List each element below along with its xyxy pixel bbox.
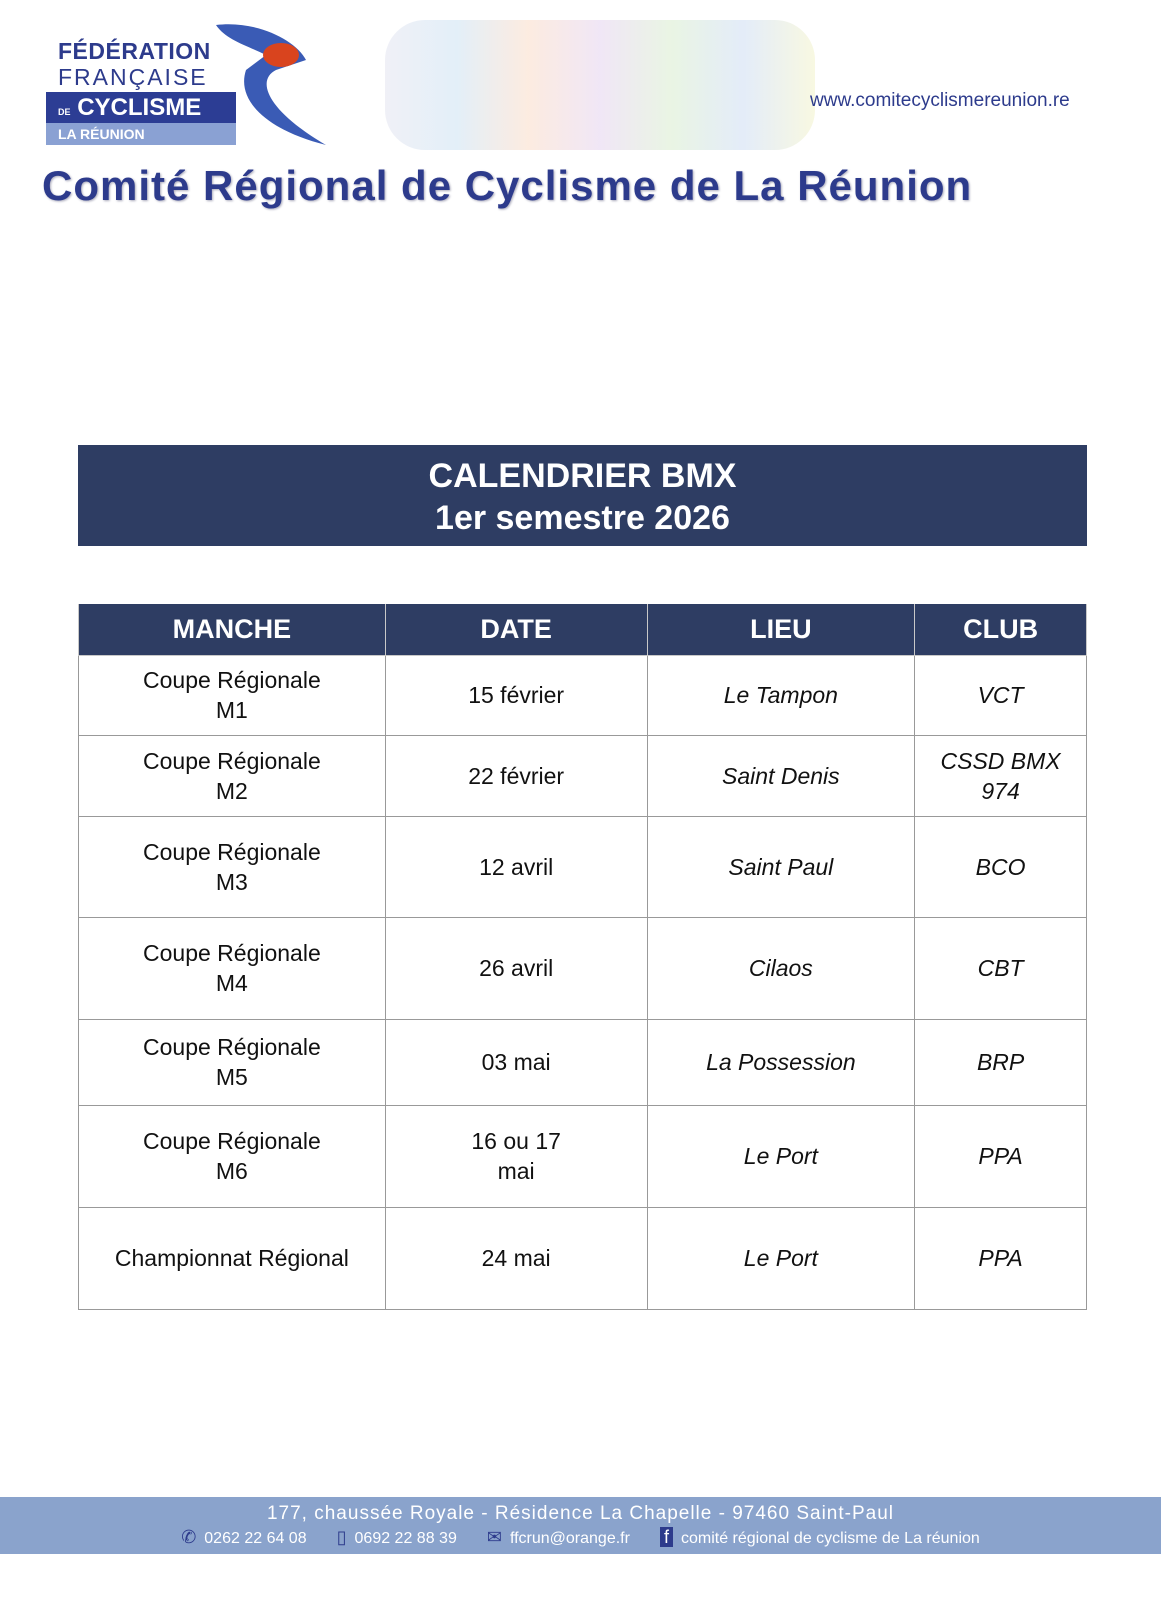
organization-title: Comité Régional de Cyclisme de La Réunion (42, 162, 973, 209)
subtitle-line: 1er semestre 2026 (435, 499, 730, 537)
table-row (79, 917, 1087, 1019)
footer-phone: 0262 22 64 08 (204, 1530, 307, 1547)
lieu-cell: Le Port (647, 1105, 915, 1207)
logo-de: DE (58, 107, 71, 117)
club-cell: PPA (915, 1105, 1087, 1207)
date-cell: 22 février (385, 735, 647, 816)
club-cell: CSSD BMX 974 (915, 735, 1087, 816)
manche-cell: Championnat Régional (79, 1207, 386, 1309)
column-header: DATE (385, 604, 647, 655)
footer-email[interactable]: ffcrun@orange.fr (509, 1530, 630, 1547)
mobile-icon: ▯ (336, 1527, 347, 1547)
date-cell: 16 ou 17 mai (385, 1105, 647, 1207)
column-header: CLUB (915, 604, 1087, 655)
club-cell: PPA (915, 1207, 1087, 1309)
date-cell: 24 mai (385, 1207, 647, 1309)
title-line: CALENDRIER BMX (428, 457, 737, 495)
facebook-icon: f (660, 1527, 673, 1547)
lieu-cell: Le Tampon (647, 655, 915, 735)
ffc-logo (46, 20, 336, 150)
lieu-cell: Cilaos (647, 917, 915, 1019)
date-cell: 15 février (385, 655, 647, 735)
date-cell: 12 avril (385, 816, 647, 917)
lieu-cell: Saint Denis (647, 735, 915, 816)
footer-address: 177, chaussée Royale - Résidence La Chapelle - 97460 Saint-Paul (266, 1503, 895, 1524)
club-cell: CBT (915, 917, 1087, 1019)
logo-swoosh-icon (196, 20, 336, 150)
lieu-cell: Le Port (647, 1207, 915, 1309)
manche-cell: Coupe Régionale M4 (79, 917, 386, 1019)
club-cell: BCO (915, 816, 1087, 917)
logo-text: FÉDÉRATION (58, 38, 211, 64)
email-icon: ✉ (486, 1527, 502, 1547)
table-row (79, 1019, 1087, 1105)
table-row (79, 735, 1087, 816)
manche-cell: Coupe Régionale M5 (79, 1019, 386, 1105)
date-cell: 03 mai (385, 1019, 647, 1105)
logo-text: CYCLISME (77, 94, 202, 121)
lieu-cell: La Possession (647, 1019, 915, 1105)
table-row (79, 655, 1087, 735)
website-link[interactable]: www.comitecyclismereunion.re (810, 90, 1070, 111)
table-row (79, 1207, 1087, 1309)
calendar-table (78, 604, 1087, 1310)
manche-cell: Coupe Régionale M3 (79, 816, 386, 917)
date-cell: 26 avril (385, 917, 647, 1019)
table-header-row (79, 604, 1087, 655)
phone-icon: ✆ (181, 1527, 197, 1547)
logo-text: LA RÉUNION (46, 123, 236, 145)
calendar-title (78, 445, 1087, 546)
footer (0, 1497, 1161, 1554)
footer-mobile: 0692 22 88 39 (354, 1530, 457, 1547)
table-row (79, 816, 1087, 917)
logo-text: FRANÇAISE (58, 64, 208, 90)
club-cell: VCT (915, 655, 1087, 735)
manche-cell: Coupe Régionale M1 (79, 655, 386, 735)
manche-cell: Coupe Régionale M6 (79, 1105, 386, 1207)
cyclists-banner-image (385, 20, 815, 150)
footer-facebook[interactable]: comité régional de cyclisme de La réunion (680, 1530, 980, 1547)
club-cell: BRP (915, 1019, 1087, 1105)
column-header: LIEU (647, 604, 915, 655)
column-header: MANCHE (79, 604, 386, 655)
lieu-cell: Saint Paul (647, 816, 915, 917)
table-row (79, 1105, 1087, 1207)
manche-cell: Coupe Régionale M2 (79, 735, 386, 816)
